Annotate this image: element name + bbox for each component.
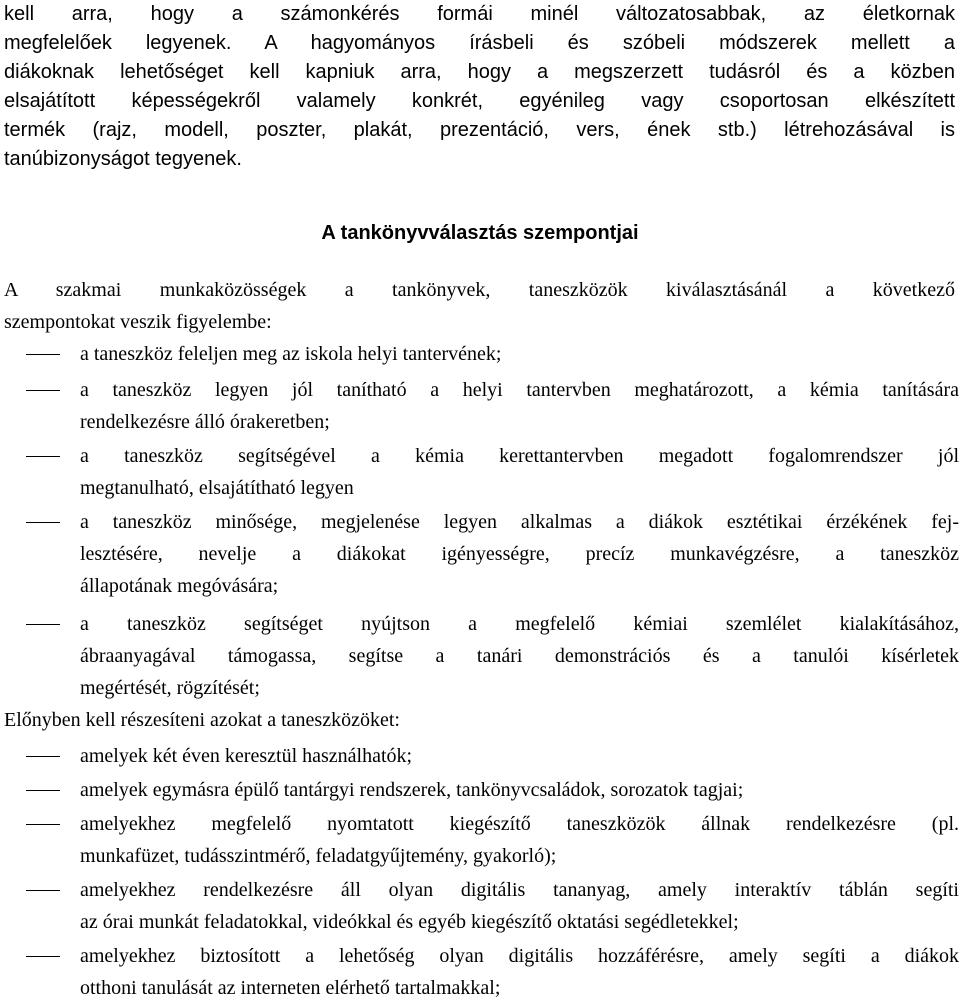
intro-line: termék (rajz, modell, poszter, plakát, prezentáció, vers, ének stb.) létrehozásával is xyxy=(4,119,955,141)
list-item-line: ábraanyagával támogassa, segítse a tanári demonstrációs és a tanulói kísérletek xyxy=(80,645,959,667)
list-item-line: az órai munkát feladatokkal, videókkal és egyéb kiegészítő oktatási segédletekkel; xyxy=(80,911,739,933)
list-item-line: a taneszköz segítséget nyújtson a megfelelő kémiai szemlélet kialakításához, xyxy=(80,613,959,635)
list-item-line: munkafüzet, tudásszintmérő, feladatgyűjtemény, gyakorló); xyxy=(80,845,557,867)
list-item-line: megtanulható, elsajátítható legyen xyxy=(80,477,354,499)
dash-bullet-icon xyxy=(26,824,60,825)
intro-line: elsajátított képességekről valamely konkrét, egyénileg vagy csoportosan elkészített xyxy=(4,90,955,112)
list-item-line: a taneszköz feleljen meg az iskola helyi tantervének; xyxy=(80,343,502,365)
dash-bullet-icon xyxy=(26,354,60,355)
intro-line: megfelelőek legyenek. A hagyományos írásbeli és szóbeli módszerek mellett a xyxy=(4,32,955,54)
dash-bullet-icon xyxy=(26,624,60,625)
list-item-line: amelyekhez megfelelő nyomtatott kiegészítő taneszközök állnak rendelkezésre (pl. xyxy=(80,813,959,835)
list-item-line: amelyekhez rendelkezésre áll olyan digitális tananyag, amely interaktív táblán segíti xyxy=(80,879,959,901)
dash-bullet-icon xyxy=(26,390,60,391)
list-item-line: amelyek egymásra épülő tantárgyi rendszerek, tankönyvcsaládok, sorozatok tagjai; xyxy=(80,779,744,801)
dash-bullet-icon xyxy=(26,890,60,891)
dash-bullet-icon xyxy=(26,756,60,757)
dash-bullet-icon xyxy=(26,790,60,791)
preference-lead-line: Előnyben kell részesíteni azokat a taneszközöket: xyxy=(4,709,400,731)
list-item-line: a taneszköz minősége, megjelenése legyen alkalmas a diákok esztétikai érzékének fej- xyxy=(80,511,959,533)
intro-line: tanúbizonyságot tegyenek. xyxy=(4,148,242,170)
list-item-line: lesztésére, nevelje a diákokat igényességre, precíz munkavégzésre, a taneszköz xyxy=(80,543,959,565)
list-item-line: a taneszköz segítségével a kémia kerettantervben megadott fogalomrendszer jól xyxy=(80,445,959,467)
lead-paragraph xyxy=(4,274,955,338)
preference-lead xyxy=(4,704,955,736)
dash-bullet-icon xyxy=(26,522,60,523)
list-item-line: rendelkezésre álló órakeretben; xyxy=(80,411,330,433)
list-item-line: a taneszköz legyen jól tanítható a helyi tantervben meghatározott, a kémia tanítására xyxy=(80,379,959,401)
list-item-line: otthoni tanulását az interneten elérhető tartalmakkal; xyxy=(80,977,501,999)
section-heading: A tankönyvválasztás szempontjai xyxy=(321,222,639,244)
list-item-line: amelyekhez biztosított a lehetőség olyan digitális hozzáférésre, amely segíti a diákok xyxy=(80,945,959,967)
lead-line: A szakmai munkaközösségek a tankönyvek, taneszközök kiválasztásánál a következő xyxy=(4,279,955,301)
intro-paragraph xyxy=(4,0,955,174)
lead-line: szempontokat veszik figyelembe: xyxy=(4,311,272,333)
intro-line: diákoknak lehetőséget kell kapniuk arra, hogy a megszerzett tudásról és a közben xyxy=(4,61,955,83)
dash-bullet-icon xyxy=(26,956,60,957)
intro-line: kell arra, hogy a számonkérés formái minél változatosabbak, az életkornak xyxy=(4,3,955,25)
list-item-line: amelyek két éven keresztül használhatók; xyxy=(80,745,413,767)
list-item-line: megértését, rögzítését; xyxy=(80,677,260,699)
list-item-line: állapotának megóvására; xyxy=(80,575,279,597)
dash-bullet-icon xyxy=(26,456,60,457)
